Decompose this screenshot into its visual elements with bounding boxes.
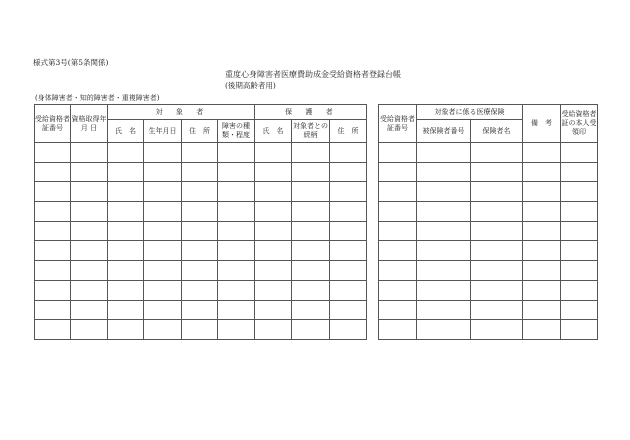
right-table-cell[interactable] <box>561 143 598 163</box>
right-table-row <box>379 300 598 320</box>
right-table-cell[interactable] <box>561 300 598 320</box>
left-table-cell[interactable] <box>218 221 255 241</box>
registry-left-body <box>35 143 367 340</box>
left-table-cell[interactable] <box>255 241 292 261</box>
left-table-cell[interactable] <box>330 320 367 340</box>
left-table-row <box>35 280 367 300</box>
disability-category-label: (身体障害者・知的障害者・重複障害者) <box>35 94 160 102</box>
left-table-cell[interactable] <box>255 162 292 182</box>
left-table-row <box>35 320 367 340</box>
header-subject-birthdate: 生年月日 <box>144 120 182 143</box>
header-guardian-name: 氏 名 <box>255 120 292 143</box>
left-table-cell[interactable] <box>71 261 108 281</box>
right-table-row <box>379 241 598 261</box>
left-table-cell[interactable] <box>35 143 71 163</box>
left-table-cell[interactable] <box>144 300 182 320</box>
right-table-cell[interactable] <box>417 320 471 340</box>
header-cert-number-right: 受給資格者証番号 <box>379 105 417 143</box>
right-table-cell[interactable] <box>561 261 598 281</box>
left-table-cell[interactable] <box>71 300 108 320</box>
left-table-cell[interactable] <box>255 300 292 320</box>
registry-table-left <box>34 104 367 340</box>
left-table-cell[interactable] <box>218 241 255 261</box>
left-table-cell[interactable] <box>108 143 144 163</box>
right-table-cell[interactable] <box>417 143 471 163</box>
header-guardian-address: 住 所 <box>330 120 367 143</box>
left-table-cell[interactable] <box>218 280 255 300</box>
right-table-cell[interactable] <box>561 182 598 202</box>
left-table-cell[interactable] <box>330 162 367 182</box>
right-table-cell[interactable] <box>379 300 417 320</box>
document-title: 重度心身障害者医療費助成金受給資格者登録台帳 <box>225 70 401 79</box>
left-table-cell[interactable] <box>144 162 182 182</box>
right-table-cell[interactable] <box>417 280 471 300</box>
document-subtitle: (後期高齢者用) <box>225 81 276 90</box>
left-table-cell[interactable] <box>292 320 330 340</box>
left-table-cell[interactable] <box>330 261 367 281</box>
left-table-cell[interactable] <box>144 261 182 281</box>
header-insurer-name: 保険者名 <box>471 120 523 143</box>
left-table-cell[interactable] <box>218 320 255 340</box>
header-guardian-relation: 対象者との続柄 <box>292 120 330 143</box>
left-table-cell[interactable] <box>182 182 218 202</box>
left-table-cell[interactable] <box>108 221 144 241</box>
left-table-cell[interactable] <box>292 221 330 241</box>
right-table-cell[interactable] <box>523 221 561 241</box>
right-table-cell[interactable] <box>523 300 561 320</box>
left-table-cell[interactable] <box>218 261 255 281</box>
right-table-cell[interactable] <box>523 143 561 163</box>
left-table-cell[interactable] <box>255 143 292 163</box>
left-table-cell[interactable] <box>182 221 218 241</box>
right-table-row <box>379 202 598 222</box>
right-table-cell[interactable] <box>561 221 598 241</box>
left-table-cell[interactable] <box>108 241 144 261</box>
left-table-cell[interactable] <box>182 280 218 300</box>
right-table-cell[interactable] <box>471 241 523 261</box>
header-disability-type: 障害の種類・程度 <box>218 120 255 143</box>
left-table-cell[interactable] <box>292 202 330 222</box>
left-table-cell[interactable] <box>255 182 292 202</box>
left-table-cell[interactable] <box>292 300 330 320</box>
left-table-cell[interactable] <box>35 261 71 281</box>
right-table-cell[interactable] <box>523 162 561 182</box>
left-table-cell[interactable] <box>71 320 108 340</box>
right-table-row <box>379 320 598 340</box>
left-table-cell[interactable] <box>108 280 144 300</box>
left-table-cell[interactable] <box>71 221 108 241</box>
right-table-cell[interactable] <box>523 280 561 300</box>
left-table-cell[interactable] <box>71 202 108 222</box>
left-table-cell[interactable] <box>255 261 292 281</box>
right-table-cell[interactable] <box>561 320 598 340</box>
right-table-cell[interactable] <box>417 202 471 222</box>
right-table-cell[interactable] <box>523 241 561 261</box>
header-insured-number: 被保険者番号 <box>417 120 471 143</box>
left-table-cell[interactable] <box>108 162 144 182</box>
left-table-cell[interactable] <box>330 143 367 163</box>
right-table-row <box>379 162 598 182</box>
left-table-row <box>35 261 367 281</box>
header-remarks: 備 考 <box>523 105 561 143</box>
right-table-cell[interactable] <box>417 221 471 241</box>
right-table-cell[interactable] <box>471 280 523 300</box>
left-table-cell[interactable] <box>292 280 330 300</box>
left-table-cell[interactable] <box>330 182 367 202</box>
right-table-row <box>379 143 598 163</box>
header-group-insurance: 対象者に係る医療保険 <box>417 105 523 120</box>
right-table-row <box>379 221 598 241</box>
right-table-cell[interactable] <box>471 221 523 241</box>
left-table-cell[interactable] <box>218 300 255 320</box>
left-table-cell[interactable] <box>108 202 144 222</box>
right-table-cell[interactable] <box>417 162 471 182</box>
left-table-cell[interactable] <box>218 182 255 202</box>
right-table-cell[interactable] <box>523 320 561 340</box>
left-table-row <box>35 182 367 202</box>
right-table-cell[interactable] <box>417 182 471 202</box>
left-table-cell[interactable] <box>144 320 182 340</box>
left-table-cell[interactable] <box>108 300 144 320</box>
right-table-cell[interactable] <box>561 162 598 182</box>
left-table-row <box>35 300 367 320</box>
right-table-cell[interactable] <box>561 280 598 300</box>
left-table-cell[interactable] <box>292 261 330 281</box>
left-table-cell[interactable] <box>35 241 71 261</box>
right-table-cell[interactable] <box>471 143 523 163</box>
registry-table-right <box>378 104 598 340</box>
left-table-cell[interactable] <box>108 261 144 281</box>
left-table-cell[interactable] <box>292 143 330 163</box>
left-table-cell[interactable] <box>330 300 367 320</box>
left-table-cell[interactable] <box>144 221 182 241</box>
left-table-cell[interactable] <box>71 182 108 202</box>
left-table-cell[interactable] <box>330 202 367 222</box>
left-table-cell[interactable] <box>144 280 182 300</box>
right-table-cell[interactable] <box>523 261 561 281</box>
right-table-cell[interactable] <box>471 261 523 281</box>
right-table-cell[interactable] <box>379 280 417 300</box>
header-group-guardian: 保 護 者 <box>255 105 367 120</box>
left-table-row <box>35 202 367 222</box>
right-table-cell[interactable] <box>523 182 561 202</box>
right-table-cell[interactable] <box>379 182 417 202</box>
right-table-row <box>379 261 598 281</box>
left-table-cell[interactable] <box>330 241 367 261</box>
left-table-cell[interactable] <box>108 182 144 202</box>
right-table-cell[interactable] <box>417 261 471 281</box>
left-table-cell[interactable] <box>255 320 292 340</box>
left-table-cell[interactable] <box>35 300 71 320</box>
right-table-cell[interactable] <box>379 221 417 241</box>
right-table-cell[interactable] <box>379 320 417 340</box>
left-table-cell[interactable] <box>35 280 71 300</box>
left-table-cell[interactable] <box>35 162 71 182</box>
left-table-row <box>35 221 367 241</box>
left-table-row <box>35 162 367 182</box>
left-table-cell[interactable] <box>182 241 218 261</box>
registry-right-body <box>379 143 598 340</box>
right-table-cell[interactable] <box>379 143 417 163</box>
left-table-cell[interactable] <box>71 280 108 300</box>
right-table-cell[interactable] <box>471 182 523 202</box>
right-table-row <box>379 280 598 300</box>
header-subject-name: 氏 名 <box>108 120 144 143</box>
right-table-cell[interactable] <box>471 202 523 222</box>
right-table-cell[interactable] <box>561 241 598 261</box>
left-table-cell[interactable] <box>218 202 255 222</box>
left-table-cell[interactable] <box>218 143 255 163</box>
right-table-cell[interactable] <box>471 162 523 182</box>
left-table-cell[interactable] <box>182 261 218 281</box>
right-table-cell[interactable] <box>379 202 417 222</box>
left-table-row <box>35 143 367 163</box>
left-table-cell[interactable] <box>144 202 182 222</box>
right-table-cell[interactable] <box>471 300 523 320</box>
header-acquired-date: 資格取得年 月 日 <box>71 105 108 143</box>
header-cert-number: 受給資格者証番号 <box>35 105 71 143</box>
right-table-row <box>379 182 598 202</box>
left-table-cell[interactable] <box>182 143 218 163</box>
left-table-cell[interactable] <box>182 300 218 320</box>
left-table-cell[interactable] <box>255 280 292 300</box>
right-table-cell[interactable] <box>379 162 417 182</box>
left-table-cell[interactable] <box>182 202 218 222</box>
left-table-cell[interactable] <box>255 202 292 222</box>
right-table-cell[interactable] <box>379 241 417 261</box>
left-table-cell[interactable] <box>108 320 144 340</box>
left-table-cell[interactable] <box>35 221 71 241</box>
right-table-cell[interactable] <box>417 241 471 261</box>
right-table-cell[interactable] <box>417 300 471 320</box>
left-table-cell[interactable] <box>330 221 367 241</box>
left-table-cell[interactable] <box>35 320 71 340</box>
right-table-cell[interactable] <box>379 261 417 281</box>
left-table-cell[interactable] <box>71 162 108 182</box>
right-table-cell[interactable] <box>523 202 561 222</box>
left-table-cell[interactable] <box>218 162 255 182</box>
left-table-cell[interactable] <box>144 182 182 202</box>
left-table-row <box>35 241 367 261</box>
left-table-cell[interactable] <box>35 202 71 222</box>
left-table-cell[interactable] <box>255 221 292 241</box>
left-table-cell[interactable] <box>292 241 330 261</box>
header-subject-address: 住 所 <box>182 120 218 143</box>
left-table-cell[interactable] <box>71 241 108 261</box>
left-table-cell[interactable] <box>144 241 182 261</box>
left-table-cell[interactable] <box>330 280 367 300</box>
right-table-cell[interactable] <box>471 320 523 340</box>
left-table-cell[interactable] <box>71 143 108 163</box>
header-group-subject: 対 象 者 <box>108 105 255 120</box>
right-table-cell[interactable] <box>561 202 598 222</box>
left-table-cell[interactable] <box>144 143 182 163</box>
header-receipt-seal: 受給資格者証の本人受領印 <box>561 105 598 143</box>
left-table-cell[interactable] <box>182 320 218 340</box>
left-table-cell[interactable] <box>292 182 330 202</box>
form-number: 様式第3号(第5条関係) <box>33 58 109 67</box>
left-table-cell[interactable] <box>35 182 71 202</box>
left-table-cell[interactable] <box>292 162 330 182</box>
left-table-cell[interactable] <box>182 162 218 182</box>
